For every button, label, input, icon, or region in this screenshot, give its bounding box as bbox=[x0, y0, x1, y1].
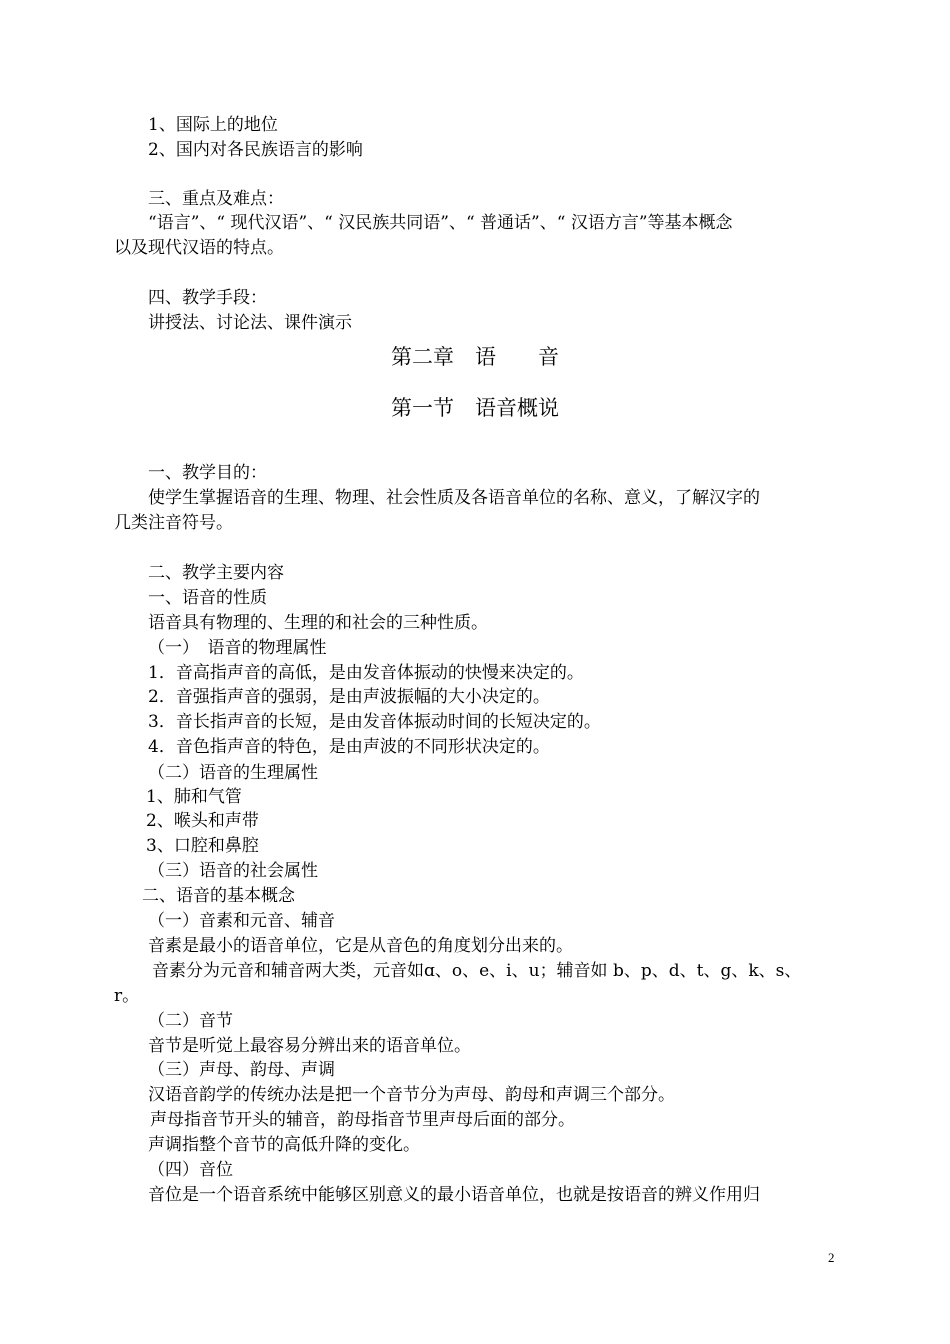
content-heading: 二、教学主要内容 bbox=[148, 563, 284, 583]
methods-text: 讲授法、讨论法、课件演示 bbox=[148, 313, 352, 333]
subsection-heading: （四）音位 bbox=[148, 1160, 233, 1180]
list-item: 2、喉头和声带 bbox=[146, 811, 259, 831]
subsection-heading: （二）音节 bbox=[148, 1011, 233, 1031]
page-number: 2 bbox=[828, 1250, 835, 1265]
objectives-text: 使学生掌握语音的生理、物理、社会性质及各语音单位的名称、意义，了解汉字的 bbox=[148, 488, 760, 508]
subsection-heading: 一、语音的性质 bbox=[148, 588, 267, 608]
key-points-text: 以及现代汉语的特点。 bbox=[114, 238, 284, 258]
objectives-heading: 一、教学目的： bbox=[148, 463, 267, 483]
list-item: 4．音色指声音的特色，是由声波的不同形状决定的。 bbox=[148, 737, 550, 757]
list-item: 1．音高指声音的高低，是由发音体振动的快慢来决定的。 bbox=[148, 663, 584, 683]
paragraph: 声调指整个音节的高低升降的变化。 bbox=[148, 1135, 420, 1155]
key-points-heading: 三、重点及难点： bbox=[148, 189, 284, 209]
paragraph: 声母指音节开头的辅音，韵母指音节里声母后面的部分。 bbox=[150, 1110, 575, 1130]
list-item: 3．音长指声音的长短，是由发音体振动时间的长短决定的。 bbox=[148, 712, 601, 732]
list-item: 1、肺和气管 bbox=[146, 787, 242, 807]
subsection-heading: （一）音素和元音、辅音 bbox=[148, 911, 335, 931]
methods-heading: 四、教学手段： bbox=[148, 288, 267, 308]
list-item: 2．音强指声音的强弱，是由声波振幅的大小决定的。 bbox=[148, 687, 550, 707]
list-item: 2、国内对各民族语言的影响 bbox=[148, 140, 363, 160]
subsection-heading: （一） 语音的物理属性 bbox=[148, 638, 327, 658]
chapter-title: 第二章 语 音 bbox=[391, 345, 559, 369]
key-points-text: “语言”、“ 现代汉语”、“ 汉民族共同语”、“ 普通话”、“ 汉语方言”等基本概念 bbox=[148, 213, 733, 233]
paragraph: 汉语音韵学的传统办法是把一个音节分为声母、韵母和声调三个部分。 bbox=[148, 1085, 675, 1105]
paragraph: 音位是一个语音系统中能够区别意义的最小语音单位，也就是按语音的辨义作用归 bbox=[148, 1185, 760, 1205]
paragraph: 语音具有物理的、生理的和社会的三种性质。 bbox=[148, 613, 488, 633]
subsection-heading: （三）声母、韵母、声调 bbox=[148, 1060, 335, 1080]
section-title: 第一节 语音概说 bbox=[391, 396, 559, 420]
subsection-heading: （三）语音的社会属性 bbox=[148, 861, 318, 881]
paragraph: 音素是最小的语音单位，它是从音色的角度划分出来的。 bbox=[148, 936, 573, 956]
list-item: 1、国际上的地位 bbox=[148, 115, 278, 135]
paragraph: 音节是听觉上最容易分辨出来的语音单位。 bbox=[148, 1036, 471, 1056]
paragraph: r。 bbox=[114, 986, 140, 1006]
paragraph: 音素分为元音和辅音两大类，元音如ɑ、o、e、i、u；辅音如 b、p、d、t、g、k、s、 bbox=[152, 961, 802, 981]
subsection-heading: （二）语音的生理属性 bbox=[148, 763, 318, 783]
list-item: 3、口腔和鼻腔 bbox=[146, 836, 259, 856]
objectives-text: 几类注音符号。 bbox=[114, 513, 233, 533]
subsection-heading: 二、语音的基本概念 bbox=[142, 886, 295, 906]
